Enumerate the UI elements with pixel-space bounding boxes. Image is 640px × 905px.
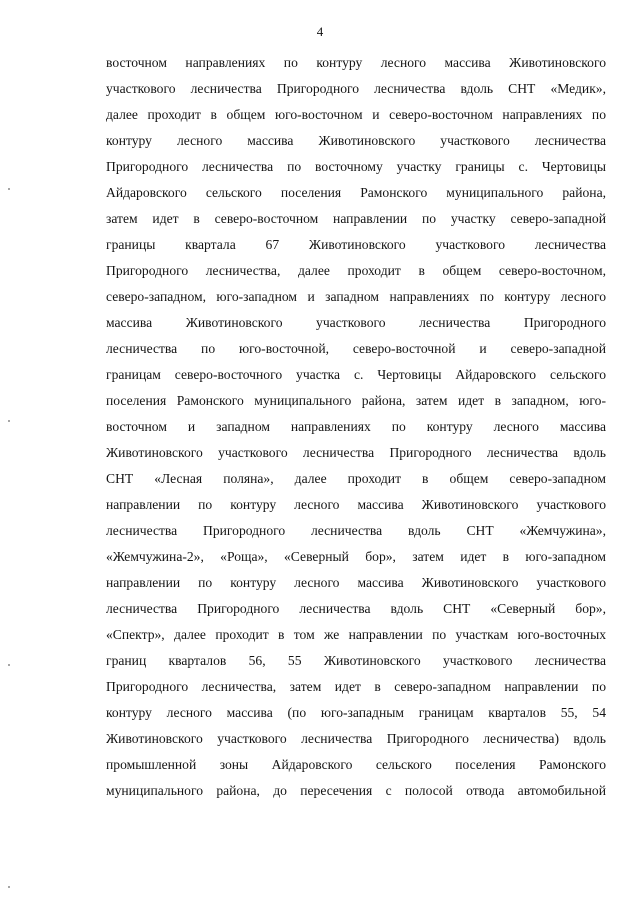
text-line: Животиновского участкового лесничества Пригородного лесничества) вдоль bbox=[106, 731, 606, 746]
text-line: промышленной зоны Айдаровского сельского поселения Рамонского bbox=[106, 757, 606, 772]
text-line: Пригородного лесничества по восточному участку границы с. Чертовицы bbox=[106, 159, 606, 174]
text-line: контуру лесного массива (по юго-западным границам кварталов 55, 54 bbox=[106, 705, 606, 720]
text-line: Пригородного лесничества, затем идет в северо-западном направлении по bbox=[106, 679, 606, 694]
text-line: контуру лесного массива Животиновского участкового лесничества bbox=[106, 133, 606, 148]
text-line: границам северо-восточного участка с. Чертовицы Айдаровского сельского bbox=[106, 367, 606, 382]
text-line: «Жемчужина-2», «Роща», «Северный бор», затем идет в юго-западном bbox=[106, 549, 606, 564]
text-line: затем идет в северо-восточном направлении по участку северо-западной bbox=[106, 211, 606, 226]
scan-speck bbox=[8, 886, 10, 888]
text-line: далее проходит в общем юго-восточном и северо-восточном направлениях по bbox=[106, 107, 606, 122]
text-line: лесничества Пригородного лесничества вдоль СНТ «Северный бор», bbox=[106, 601, 606, 616]
text-line: восточном и западном направлениях по контуру лесного массива bbox=[106, 419, 606, 434]
scan-speck bbox=[8, 664, 10, 666]
text-line: СНТ «Лесная поляна», далее проходит в общем северо-западном bbox=[106, 471, 606, 486]
body-text bbox=[106, 50, 606, 804]
text-line: Животиновского участкового лесничества Пригородного лесничества вдоль bbox=[106, 445, 606, 460]
text-line: участкового лесничества Пригородного лесничества вдоль СНТ «Медик», bbox=[106, 81, 606, 96]
scan-speck bbox=[8, 188, 10, 190]
text-line: восточном направлениях по контуру лесного массива Животиновского bbox=[106, 55, 606, 70]
text-line: «Спектр», далее проходит в том же направлении по участкам юго-восточных bbox=[106, 627, 606, 642]
scan-speck bbox=[8, 420, 10, 422]
text-line: поселения Рамонского муниципального района, затем идет в западном, юго- bbox=[106, 393, 606, 408]
text-line: лесничества по юго-восточной, северо-восточной и северо-западной bbox=[106, 341, 606, 356]
text-line: направлении по контуру лесного массива Животиновского участкового bbox=[106, 575, 606, 590]
text-line: Пригородного лесничества, далее проходит в общем северо-восточном, bbox=[106, 263, 606, 278]
text-line: Айдаровского сельского поселения Рамонского муниципального района, bbox=[106, 185, 606, 200]
text-line: границы квартала 67 Животиновского участкового лесничества bbox=[106, 237, 606, 252]
text-line: границ кварталов 56, 55 Животиновского участкового лесничества bbox=[106, 653, 606, 668]
text-line: массива Животиновского участкового лесничества Пригородного bbox=[106, 315, 606, 330]
page-number: 4 bbox=[316, 24, 324, 39]
text-line: лесничества Пригородного лесничества вдоль СНТ «Жемчужина», bbox=[106, 523, 606, 538]
text-line: направлении по контуру лесного массива Животиновского участкового bbox=[106, 497, 606, 512]
text-line: муниципального района, до пересечения с полосой отвода автомобильной bbox=[106, 783, 606, 798]
text-line: северо-западном, юго-западном и западном направлениях по контуру лесного bbox=[106, 289, 606, 304]
